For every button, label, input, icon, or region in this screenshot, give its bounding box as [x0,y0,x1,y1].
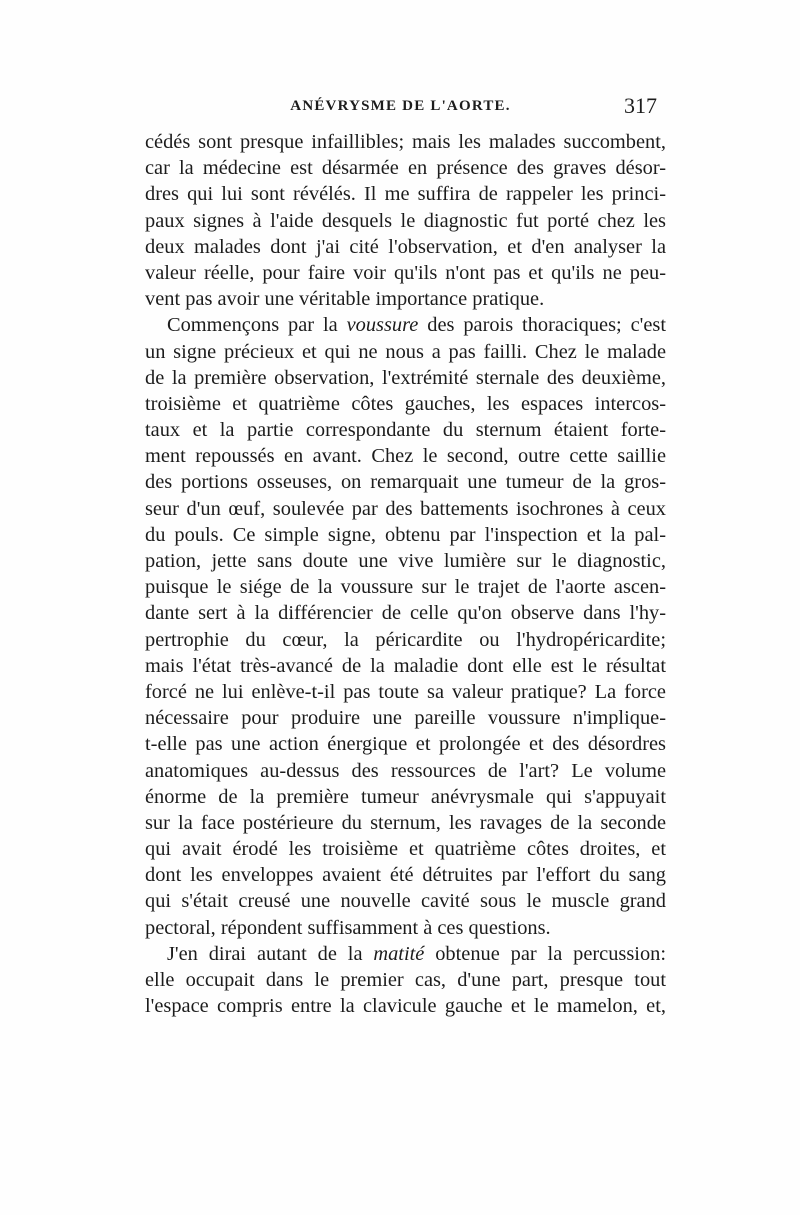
text-line: deux malades dont j'ai cité l'observation, et d'en analyser la [145,235,666,258]
text-line: ment repoussés en avant. Chez le second, outre cette saillie [145,445,666,468]
text-line: pation, jette sans doute une vive lumière sur le diagnostic, [145,550,666,572]
emphasized-term: voussure [346,314,419,337]
text-line: qui s'était creusé une nouvelle cavité sous le muscle grand [145,890,666,913]
text-line: de la première observation, l'extrémité sternale des deuxième, [145,366,666,389]
emphasized-term: matité [373,942,425,965]
text-line: mais l'état très-avancé de la maladie dont elle est le résultat [145,654,666,677]
text-line: dres qui lui sont révélés. Il me suffira de rappeler les princi- [145,183,666,206]
text-line: puisque le siége de la voussure sur le trajet de l'aorte ascen- [145,576,666,599]
text-run: des parois thoraciques; c'est [418,314,666,337]
text-line: qui avait érodé les troisième et quatrième côtes droites, et [145,838,666,861]
text-line: taux et la partie correspondante du sternum étaient forte- [145,419,666,442]
text-line: l'espace compris entre la clavicule gauche et le mamelon, et, [145,995,666,1018]
text-line: sur la face postérieure du sternum, les ravages de la seconde [145,811,666,834]
text-line: pertrophie du cœur, la péricardite ou l'hydropéricardite; [145,628,666,651]
text-line: énorme de la première tumeur anévrysmale qui s'appuyait [145,785,666,808]
text-line: anatomiques au-dessus des ressources de l'art? Le volume [145,759,666,782]
text-line: vent pas avoir une véritable importance pratique. [145,288,545,311]
text-line: nécessaire pour produire une pareille voussure n'implique- [145,707,666,730]
text-line: des portions osseuses, on remarquait une tumeur de la gros- [145,471,666,494]
body-text [145,129,666,1019]
text-line: car la médecine est désarmée en présence des graves désor- [145,157,666,180]
text-line: un signe précieux et qui ne nous a pas failli. Chez le malade [145,340,666,363]
text-line: dante sert à la différencier de celle qu'on observe dans l'hy- [145,602,666,625]
text-line: dont les enveloppes avaient été détruites par l'effort du sang [145,864,666,887]
text-run: J'en dirai autant de la [167,942,374,965]
text-line: troisième et quatrième côtes gauches, les espaces intercos- [145,392,666,415]
text-run: Commençons par la [167,314,347,337]
text-line: pectoral, répondent suffisamment à ces questions. [145,916,551,939]
text-line: paux signes à l'aide desquels le diagnostic fut porté chez les [145,209,666,232]
text-line [145,312,666,338]
text-line: forcé ne lui enlève-t-il pas toute sa valeur pratique? La force [145,680,666,703]
running-title: ANÉVRYSME DE L'AORTE. [290,98,511,114]
text-line: elle occupait dans le premier cas, d'une part, presque tout [145,969,666,991]
page-number: 317 [624,93,657,118]
text-line [145,941,666,967]
text-line: valeur réelle, pour faire voir qu'ils n'ont pas et qu'ils ne peu- [145,261,666,284]
running-head [144,94,657,124]
text-line: du pouls. Ce simple signe, obtenu par l'inspection et la pal- [145,523,666,546]
text-line: cédés sont presque infaillibles; mais les malades succombent, [145,131,666,153]
text-run: obtenue par la percussion: [424,942,666,965]
text-line: t-elle pas une action énergique et prolongée et des désordres [145,733,666,756]
text-line: seur d'un œuf, soulevée par des battements isochrones à ceux [145,497,666,520]
